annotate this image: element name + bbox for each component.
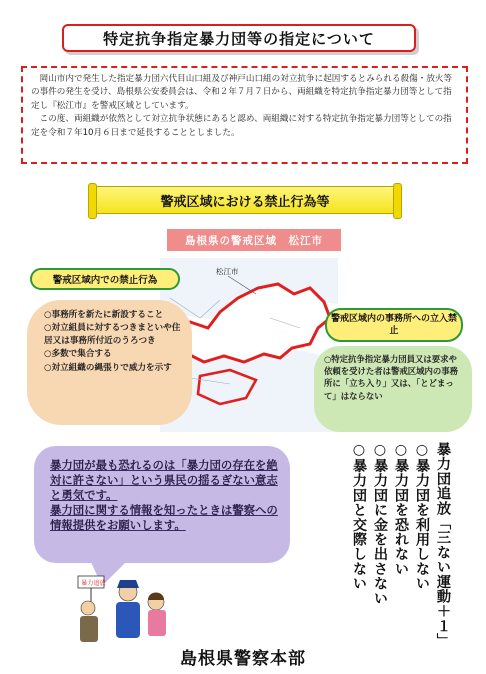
prohibited-item-2: ○対立組員に対するつきまといや住居又は事務所付近のうろつき xyxy=(44,323,181,346)
prohibited-item-4: ○対立組織の縄張りで威力を示す xyxy=(44,362,172,373)
speech-line-2: 暴力団に関する情報を知ったときは警察への情報提供をお願いします。 xyxy=(50,503,278,532)
intro-paragraph-1: 岡山市内で発生した指定暴力団六代目山口組及び神戸山口組の対立抗争に起因するとみられる殺傷・放火等の事件の発生を受け、島根県公安委員会は、令和２年７月７日から、両組織を特定抗争指定暴力団等として指定し『松江市』を警戒区域としています。 xyxy=(31,74,453,111)
prohibited-item-1: ○事務所を新たに新設すること xyxy=(44,310,164,320)
speech-bubble xyxy=(34,446,290,563)
page-title-text: 特定抗争指定暴力団等の指定について xyxy=(103,29,375,48)
prohibited-list xyxy=(27,300,192,425)
campaign-item-1: ○暴力団を利用しない xyxy=(414,442,430,591)
speech-line-1: 暴力団が最も恐れるのは「暴力団の存在を絶対に許さない」という県民の揺るぎない意志と勇気です。 xyxy=(50,458,278,502)
map-city-label: 松江市 xyxy=(216,267,239,276)
person-1-head xyxy=(81,601,95,615)
campaign-item-4: ○暴力団と交際しない xyxy=(351,442,367,591)
campaign-vertical-text xyxy=(332,442,452,674)
prohibited-tag: 警戒区域内での禁止行為 xyxy=(30,268,180,290)
intro-paragraph-2: この度、両組織が依然として対立抗争状態にあると認め、両組織に対する特定抗争指定暴力団等としての指定を令和７年10月６日まで延長することとしました。 xyxy=(31,114,452,138)
sign-text: 暴力追放 xyxy=(81,580,106,587)
officer-body xyxy=(116,602,140,638)
entry-tag xyxy=(325,308,463,342)
section-banner xyxy=(94,186,396,214)
officer-cap xyxy=(117,580,139,588)
campaign-item-3: ○暴力団に金を出さない xyxy=(372,442,388,606)
section-banner-text: 警戒区域における禁止行為等 xyxy=(160,194,330,210)
person-2-hair xyxy=(148,593,164,601)
campaign-title: 暴力団追放「三ない運動＋１」 xyxy=(435,442,451,648)
page-title xyxy=(62,24,416,52)
region-label: 島根県の警戒区域 松江市 xyxy=(167,229,341,251)
intro-box xyxy=(21,66,468,164)
person-2-body xyxy=(148,610,166,636)
person-1-body xyxy=(80,616,98,642)
footer-organization: 島根県警察本部 xyxy=(180,649,306,669)
campaign-item-2: ○暴力団を恐れない xyxy=(393,442,409,577)
prohibited-item-3: ○多数で集合する xyxy=(44,349,112,360)
entry-text: ○特定抗争指定暴力団員又は要求や依頼を受けた者は警戒区域内の事務所に「立ち入り」又は、「とどまって」はならない xyxy=(314,346,472,432)
people-illustration xyxy=(72,562,180,658)
entry-tag-text: 警戒区域内の事務所への立入禁止 xyxy=(330,314,457,336)
